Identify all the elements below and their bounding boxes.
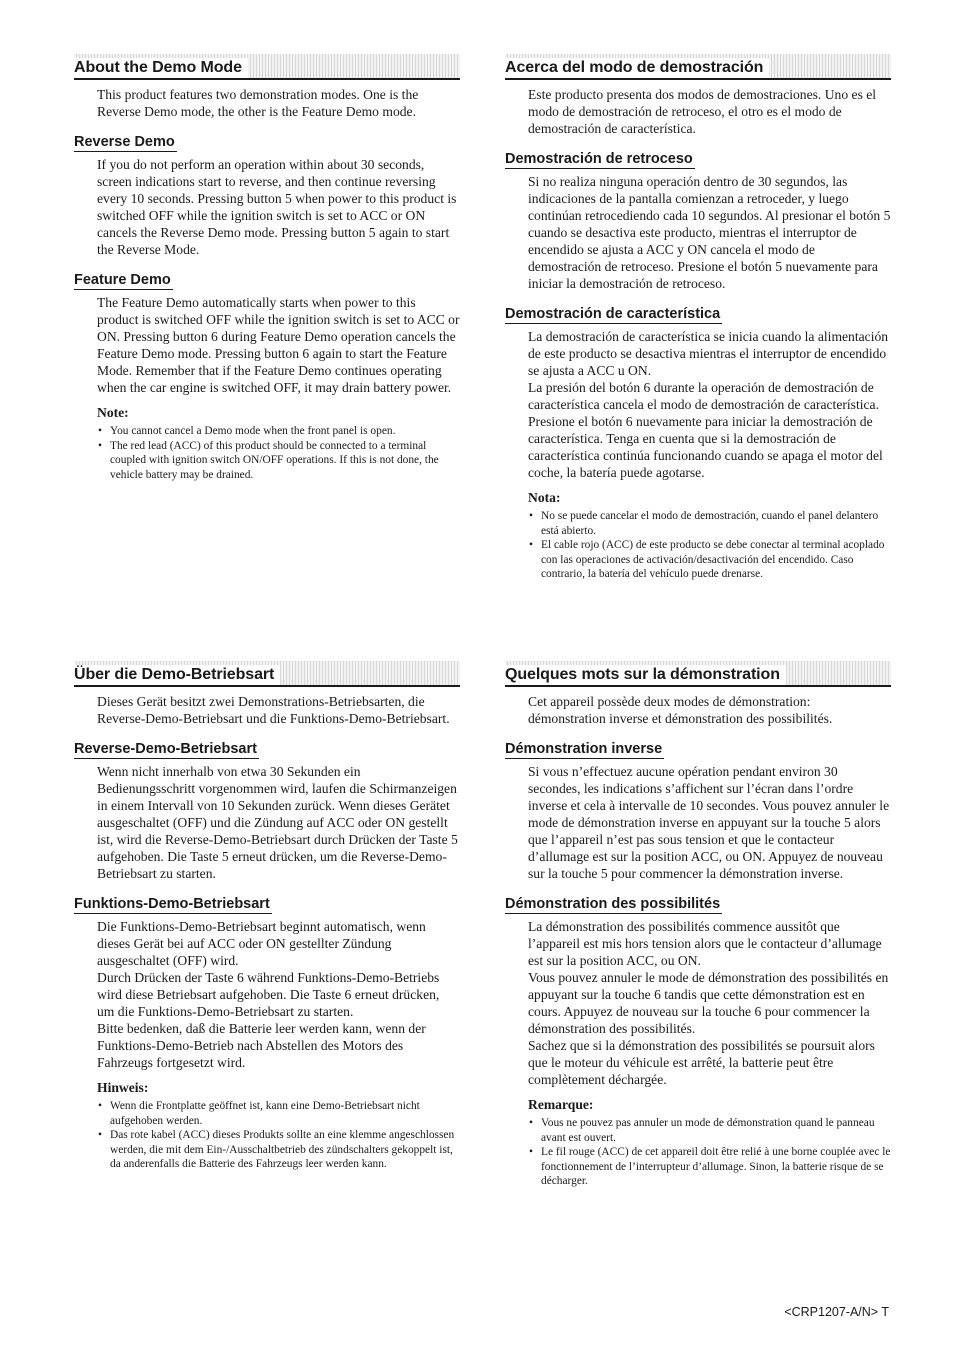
subheading-reverse-demo: Reverse Demo xyxy=(74,134,175,150)
note-title: Note: xyxy=(97,405,129,420)
section-german xyxy=(74,661,460,1172)
subheading-feature-demo: Feature Demo xyxy=(74,272,171,288)
note-list xyxy=(505,1116,891,1189)
note-item: • Le fil rouge (ACC) de cet appareil doit être relié à une borne couplée avec le fonctionnement de l’interrupteur d’allumage. Sinon, la batterie risque de se décharger. xyxy=(528,1145,891,1189)
intro-text: Este producto presenta dos modos de demostraciones. Uno es el modo de demostración de retroceso, el otro es el modo de demostración de característica. xyxy=(528,87,877,136)
note-list xyxy=(74,1099,460,1172)
heading-quelques-mots-demonstration: Quelques mots sur la démonstration xyxy=(505,661,891,687)
subsection-demostracion-retroceso xyxy=(505,150,891,292)
note-item: • Vous ne pouvez pas annuler un mode de démonstration quand le panneau avant est ouvert. xyxy=(528,1116,891,1145)
subsection-demonstration-inverse xyxy=(505,740,891,882)
subheading-reverse-demo-betriebsart: Reverse-Demo-Betriebsart xyxy=(74,741,257,757)
note-item: • El cable rojo (ACC) de este producto se debe conectar al terminal acoplado con las operaciones de activación/desactivación del encendido. Caso contrario, la batería del vehículo puede drenarse. xyxy=(528,538,891,582)
body-reverse-demo-betriebsart: Wenn nicht innerhalb von etwa 30 Sekunden ein Bedienungsschritt vorgenommen wird, laufen die Schirmanzeigen in einem Intervall von 10 Sekunden zurück. Wenn dieses Gerätet ausgeschaltet (OFF) und die Zündung auf ACC oder ON gestellt ist, wird die Reverse-Demo-Betriebsart durch Drücken der Taste 5 aufgehoben. Die Taste 5 erneut drücken, um die Reverse-Demo-Betriebsart zu starten. xyxy=(97,764,458,881)
note-title: Hinweis: xyxy=(97,1080,149,1095)
body-reverse-demo: If you do not perform an operation within about 30 seconds, screen indications start to reverse, and then continue reversing every 10 seconds. Pressing button 5 when power to this product is switched OFF while the ignition switch is set to ACC or ON cancels the Reverse Demo mode. Pressing button 5 again to start the Reverse Mode. xyxy=(97,157,457,257)
note-item: • Das rote kabel (ACC) dieses Produkts sollte an eine klemme angeschlossen werden, die mit dem Ein-/Ausschaltbetrieb des zündschalters gekoppelt ist, da anderenfalls die Batterie des Fahrzeugs leer werden kann. xyxy=(97,1128,460,1172)
note-item: • Wenn die Frontplatte geöffnet ist, kann eine Demo-Betriebsart nicht aufgehoben werden. xyxy=(97,1099,460,1128)
note-title: Nota: xyxy=(528,490,561,505)
subheading-funktions-demo-betriebsart: Funktions-Demo-Betriebsart xyxy=(74,896,270,912)
intro-text: Dieses Gerät besitzt zwei Demonstrations-Betriebsarten, die Reverse-Demo-Betriebsart und die Funktions-Demo-Betriebsart. xyxy=(97,694,450,726)
body-demonstration-inverse: Si vous n’effectuez aucune opération pendant environ 30 secondes, les indications s’affichent sur l’écran dans l’ordre inverse et cela à intervalle de 10 secondes. Vous pouvez annuler le mode de démonstration inverse en appuyant sur la touche 5 alors que l’appareil n’est pas sous tension et que le contacteur d’allumage est sur la position ACC, ou ON. Appuyez de nouveau sur la touche 5 pour commencer la démonstration inverse. xyxy=(528,764,890,881)
heading-about-demo-mode: About the Demo Mode xyxy=(74,54,460,80)
note-item: • No se puede cancelar el modo de demostración, cuando el panel delantero está abierto. xyxy=(528,509,891,538)
subheading-demostracion-retroceso: Demostración de retroceso xyxy=(505,151,693,167)
subheading-demonstration-inverse: Démonstration inverse xyxy=(505,741,663,757)
note-item: • The red lead (ACC) of this product should be connected to a terminal coupled with ignition switch ON/OFF operations. If this is not done, the vehicle battery may be drained. xyxy=(97,439,460,483)
subsection-reverse-demo-betriebsart xyxy=(74,740,460,882)
subsection-demostracion-caracteristica xyxy=(505,305,891,481)
body-demonstration-possibilites: La démonstration des possibilités commence aussitôt que l’appareil est mis hors tension alors que le contacteur d’allumage est sur la position ACC, ou ON. Vous pouvez annuler le mode de démonstration des possibilités en appuyant sur la touche 6 tandis que cette démonstration est en cours. Appuyez de nouveau sur la touche 6 pour commencer la démonstration des possibilités. Sachez que si la démonstration des possibilités se poursuit alors que le moteur du véhicule est arrêté, la batterie peut être complètement déchargée. xyxy=(528,919,889,1087)
body-demostracion-caracteristica: La demostración de característica se inicia cuando la alimentación de este producto se desactiva mientras el interruptor de encendido se ajusta a ACC u ON. La presión del botón 6 durante la operación de demostración de característica cancela el modo de demostración de característica. Presione el botón 6 nuevamente para iniciar la demostración de característica. Tenga en cuenta que si la demostración de característica continúa funcionando cuando se apaga el motor del coche, la batería puede agotarse. xyxy=(528,329,889,480)
note-item: • You cannot cancel a Demo mode when the front panel is open. xyxy=(97,424,460,439)
body-feature-demo: The Feature Demo automatically starts when power to this product is switched OFF while the ignition switch is set to ACC or ON. Pressing button 6 during Feature Demo operation cancels the Feature Demo mode. Pressing button 6 again to start the Feature Mode. Remember that if the Feature Demo continues operating when the car engine is switched OFF, it may drain battery power. xyxy=(97,295,460,395)
note-title: Remarque: xyxy=(528,1097,594,1112)
section-french xyxy=(505,661,891,1189)
section-english xyxy=(74,54,460,482)
subsection-demonstration-possibilites xyxy=(505,895,891,1088)
note-list xyxy=(74,424,460,482)
subheading-demostracion-caracteristica: Demostración de característica xyxy=(505,306,721,322)
note-list xyxy=(505,509,891,582)
body-funktions-demo-betriebsart: Die Funktions-Demo-Betriebsart beginnt automatisch, wenn dieses Gerät bei auf ACC oder ON gestellter Zündung ausgeschaltet (OFF) wird. Durch Drücken der Taste 6 während Funktions-Demo-Betriebs wird diese Betriebsart aufgehoben. Die Taste 6 erneut drücken, um die Funktions-Demo-Betriebsart zu starten. Bitte bedenken, daß die Batterie leer werden kann, wenn der Funktions-Demo-Betrieb nach Abstellen des Motors des Fahrzeugs fortgesetzt wird. xyxy=(97,919,440,1070)
heading-acerca-modo-demo: Acerca del modo de demostración xyxy=(505,54,891,80)
intro-text: This product features two demonstration modes. One is the Reverse Demo mode, the other is the Feature Demo mode. xyxy=(97,87,419,119)
subheading-demonstration-possibilites: Démonstration des possibilités xyxy=(505,896,721,912)
subsection-feature-demo xyxy=(74,271,460,396)
subsection-reverse-demo xyxy=(74,133,460,258)
intro-text: Cet appareil possède deux modes de démonstration: démonstration inverse et démonstration des possibilités. xyxy=(528,694,833,726)
section-spanish xyxy=(505,54,891,582)
document-code: <CRP1207-A/N> T xyxy=(784,1305,889,1319)
body-demostracion-retroceso: Si no realiza ninguna operación dentro de 30 segundos, las indicaciones de la pantalla comienzan a retroceder, y luego continúan retrocediendo cada 10 segundos. Al presionar el botón 5 cuando se desactiva este producto, mientras el interruptor de encendido se ajusta a ACC y ON cancela el modo de demostración de retroceso. Presione el botón 5 nuevamente para iniciar la demostración de retroceso. xyxy=(528,174,891,291)
subsection-funktions-demo-betriebsart xyxy=(74,895,460,1071)
heading-ueber-demo-betriebsart: Über die Demo-Betriebsart xyxy=(74,661,460,687)
